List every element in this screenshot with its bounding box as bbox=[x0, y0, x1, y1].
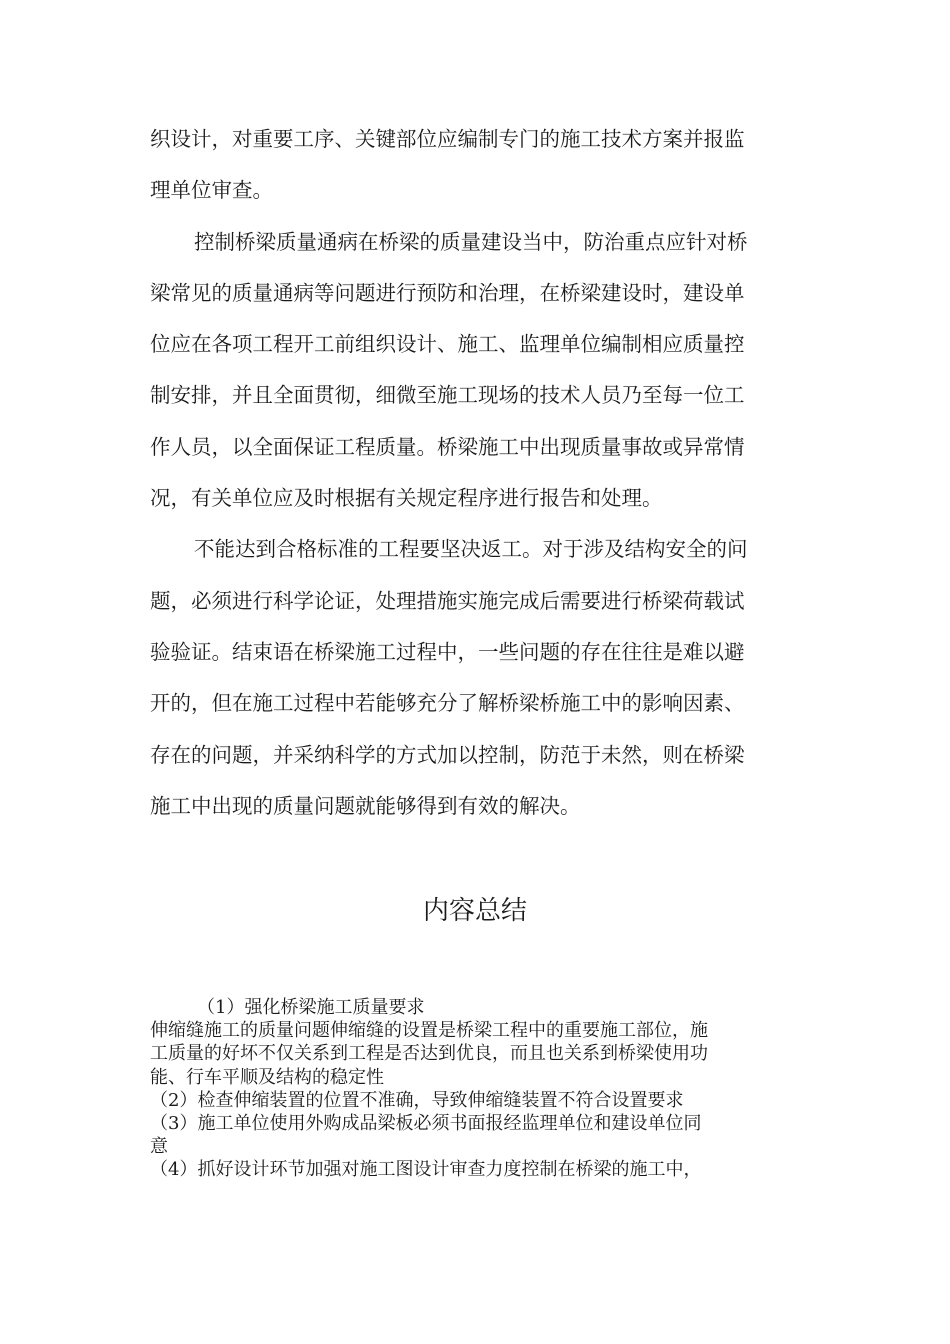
summary-section bbox=[150, 996, 810, 1182]
summary-heading: 内容总结 bbox=[422, 896, 527, 926]
summary-line: 工质量的好坏不仅关系到工程是否达到优良，而且也关系到桥梁使用功 bbox=[150, 1043, 708, 1065]
summary-item: （2）检查伸缩装置的位置不准确，导致伸缩缝装置不符合设置要求 bbox=[150, 1089, 684, 1111]
paragraph-start-line: 不能达到合格标准的工程要坚决返工。对于涉及结构安全的问 bbox=[194, 537, 748, 562]
summary-line: 意 bbox=[150, 1136, 168, 1158]
text-line: 施工中出现的质量问题就能够得到有效的解决。 bbox=[150, 793, 581, 818]
text-line: 况，有关单位应及时根据有关规定程序进行报告和处理。 bbox=[150, 486, 663, 511]
summary-line: 伸缩缝施工的质量问题伸缩缝的设置是桥梁工程中的重要施工部位，施 bbox=[150, 1020, 708, 1042]
text-line: 理单位审查。 bbox=[150, 178, 273, 203]
paragraph-start-line: 控制桥梁质量通病在桥梁的质量建设当中，防治重点应针对桥 bbox=[194, 229, 748, 254]
text-line: 织设计，对重要工序、关键部位应编制专门的施工技术方案并报监 bbox=[150, 127, 745, 151]
text-line: 位应在各项工程开工前组织设计、施工、监理单位编制相应质量控 bbox=[150, 332, 745, 357]
text-line: 制安排，并且全面贯彻，细微至施工现场的技术人员乃至每一位工 bbox=[150, 383, 745, 408]
summary-line: 能、行车平顺及结构的稳定性 bbox=[150, 1066, 384, 1088]
text-line: 存在的问题，并采纳科学的方式加以控制，防范于未然，则在桥梁 bbox=[150, 742, 745, 767]
summary-item: （1）强化桥梁施工质量要求 bbox=[197, 997, 425, 1018]
body-text bbox=[150, 114, 800, 832]
summary-item: （3）施工单位使用外购成品梁板必须书面报经监理单位和建设单位同 bbox=[150, 1112, 702, 1134]
text-line: 验验证。结束语在桥梁施工过程中，一些问题的存在往往是难以避 bbox=[150, 639, 745, 664]
text-line: 作人员，以全面保证工程质量。桥梁施工中出现质量事故或异常情 bbox=[150, 434, 745, 459]
text-line: 开的，但在施工过程中若能够充分了解桥梁桥施工中的影响因素、 bbox=[150, 691, 745, 716]
summary-item: （4）抓好设计环节加强对施工图设计审查力度控制在桥梁的施工中， bbox=[150, 1159, 702, 1181]
text-line: 题，必须进行科学论证，处理措施实施完成后需要进行桥梁荷载试 bbox=[150, 588, 745, 613]
text-line: 梁常见的质量通病等问题进行预防和治理，在桥梁建设时，建设单 bbox=[150, 280, 745, 305]
